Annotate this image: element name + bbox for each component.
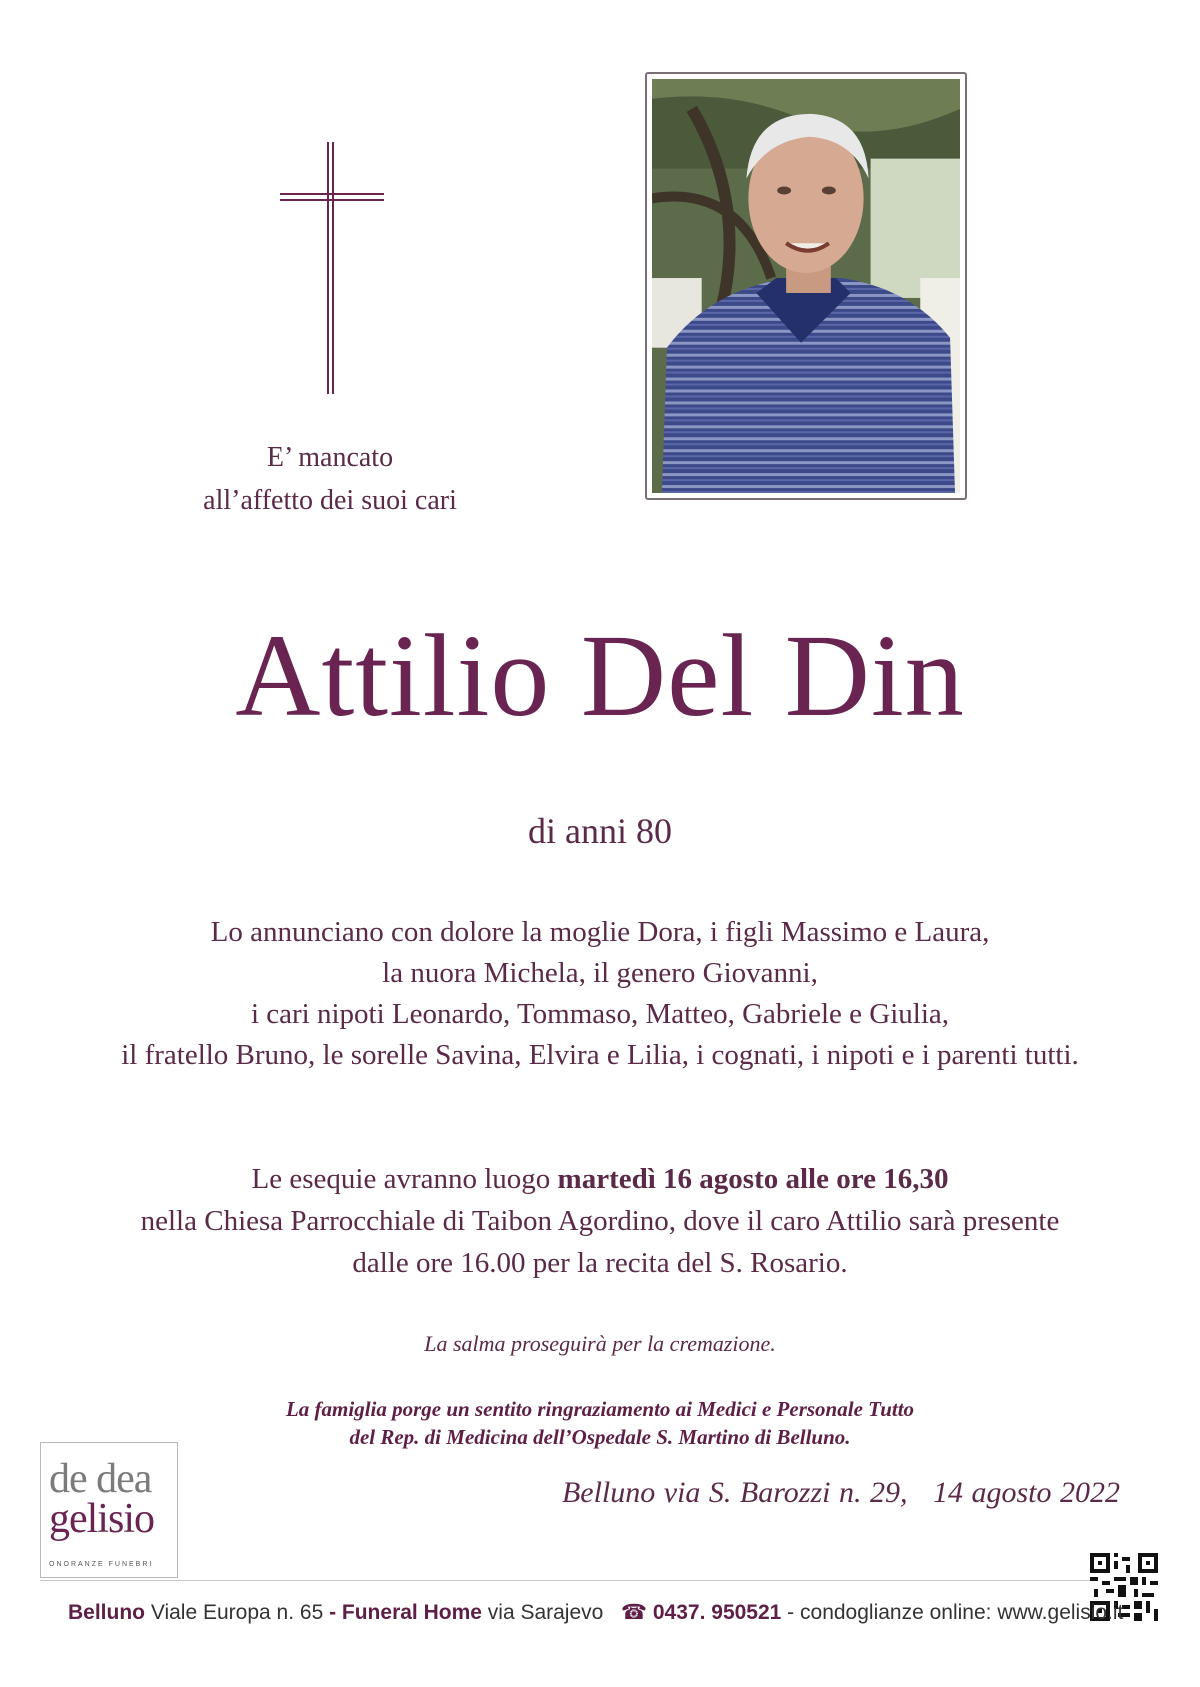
portrait-image: [652, 79, 960, 493]
deceased-name: Attilio Del Din: [235, 610, 965, 741]
company-logo: [40, 1442, 178, 1578]
intro-text: [150, 436, 510, 522]
footer-dash: -: [781, 1601, 801, 1624]
footer-phone[interactable]: 0437. 950521: [652, 1601, 782, 1624]
funeral-line-3: dalle ore 16.00 per la recita del S. Rosario.: [352, 1247, 848, 1279]
cremation-note: La salma proseguirà per la cremazione.: [424, 1331, 776, 1356]
footer-divider: [40, 1580, 1100, 1581]
family-line-1: Lo annunciano con dolore la moglie Dora, i figli Massimo e Laura,: [210, 916, 990, 948]
funeral-line-1-prefix: Le esequie avranno luogo: [251, 1163, 558, 1195]
footer-website-link[interactable]: www.gelisio.it: [997, 1601, 1124, 1624]
footer-contact: [68, 1600, 1124, 1625]
footer-condolences-label: condoglianze online:: [800, 1601, 998, 1624]
funeral-datetime: martedì 16 agosto alle ore 16,30: [557, 1163, 949, 1195]
intro-line-1: E’ mancato: [266, 442, 394, 473]
thanks-note: [0, 1395, 1200, 1451]
family-announcement: [20, 912, 1180, 1076]
footer-separator: -: [329, 1601, 342, 1624]
intro-line-2: all’affetto dei suoi cari: [203, 485, 457, 516]
footer-funeral-home: Funeral Home: [341, 1601, 482, 1624]
phone-icon: ☎: [620, 1601, 648, 1624]
cross-icon: [280, 142, 390, 394]
funeral-details: [20, 1158, 1180, 1284]
place-date: Belluno via S. Barozzi n. 29, 14 agosto 2022: [561, 1476, 1120, 1509]
footer-fh-address: via Sarajevo: [481, 1601, 604, 1624]
thanks-line-1: La famiglia porge un sentito ringraziamento ai Medici e Personale Tutto: [285, 1397, 915, 1421]
family-line-4: il fratello Bruno, le sorelle Savina, Elvira e Lilia, i cognati, i nipoti e i parenti tutti.: [121, 1039, 1079, 1071]
family-line-3: i cari nipoti Leonardo, Tommaso, Matteo, Gabriele e Giulia,: [250, 998, 950, 1030]
logo-line-1: de dea: [49, 1456, 152, 1502]
logo-tagline: ONORANZE FUNEBRI: [49, 1561, 154, 1568]
age-text: di anni 80: [528, 811, 672, 851]
family-line-2: la nuora Michela, il genero Giovanni,: [382, 957, 818, 989]
portrait-photo: [645, 72, 967, 500]
funeral-line-2: nella Chiesa Parrocchiale di Taibon Agordino, dove il caro Attilio sarà presente: [140, 1205, 1060, 1237]
footer-address: Viale Europa n. 65: [145, 1601, 330, 1624]
funeral-line-1: [20, 1158, 1180, 1200]
logo-line-2: gelisio: [49, 1496, 154, 1542]
thanks-line-2: del Rep. di Medicina dell’Ospedale S. Martino di Belluno.: [349, 1425, 851, 1449]
footer-city: Belluno: [68, 1601, 145, 1624]
